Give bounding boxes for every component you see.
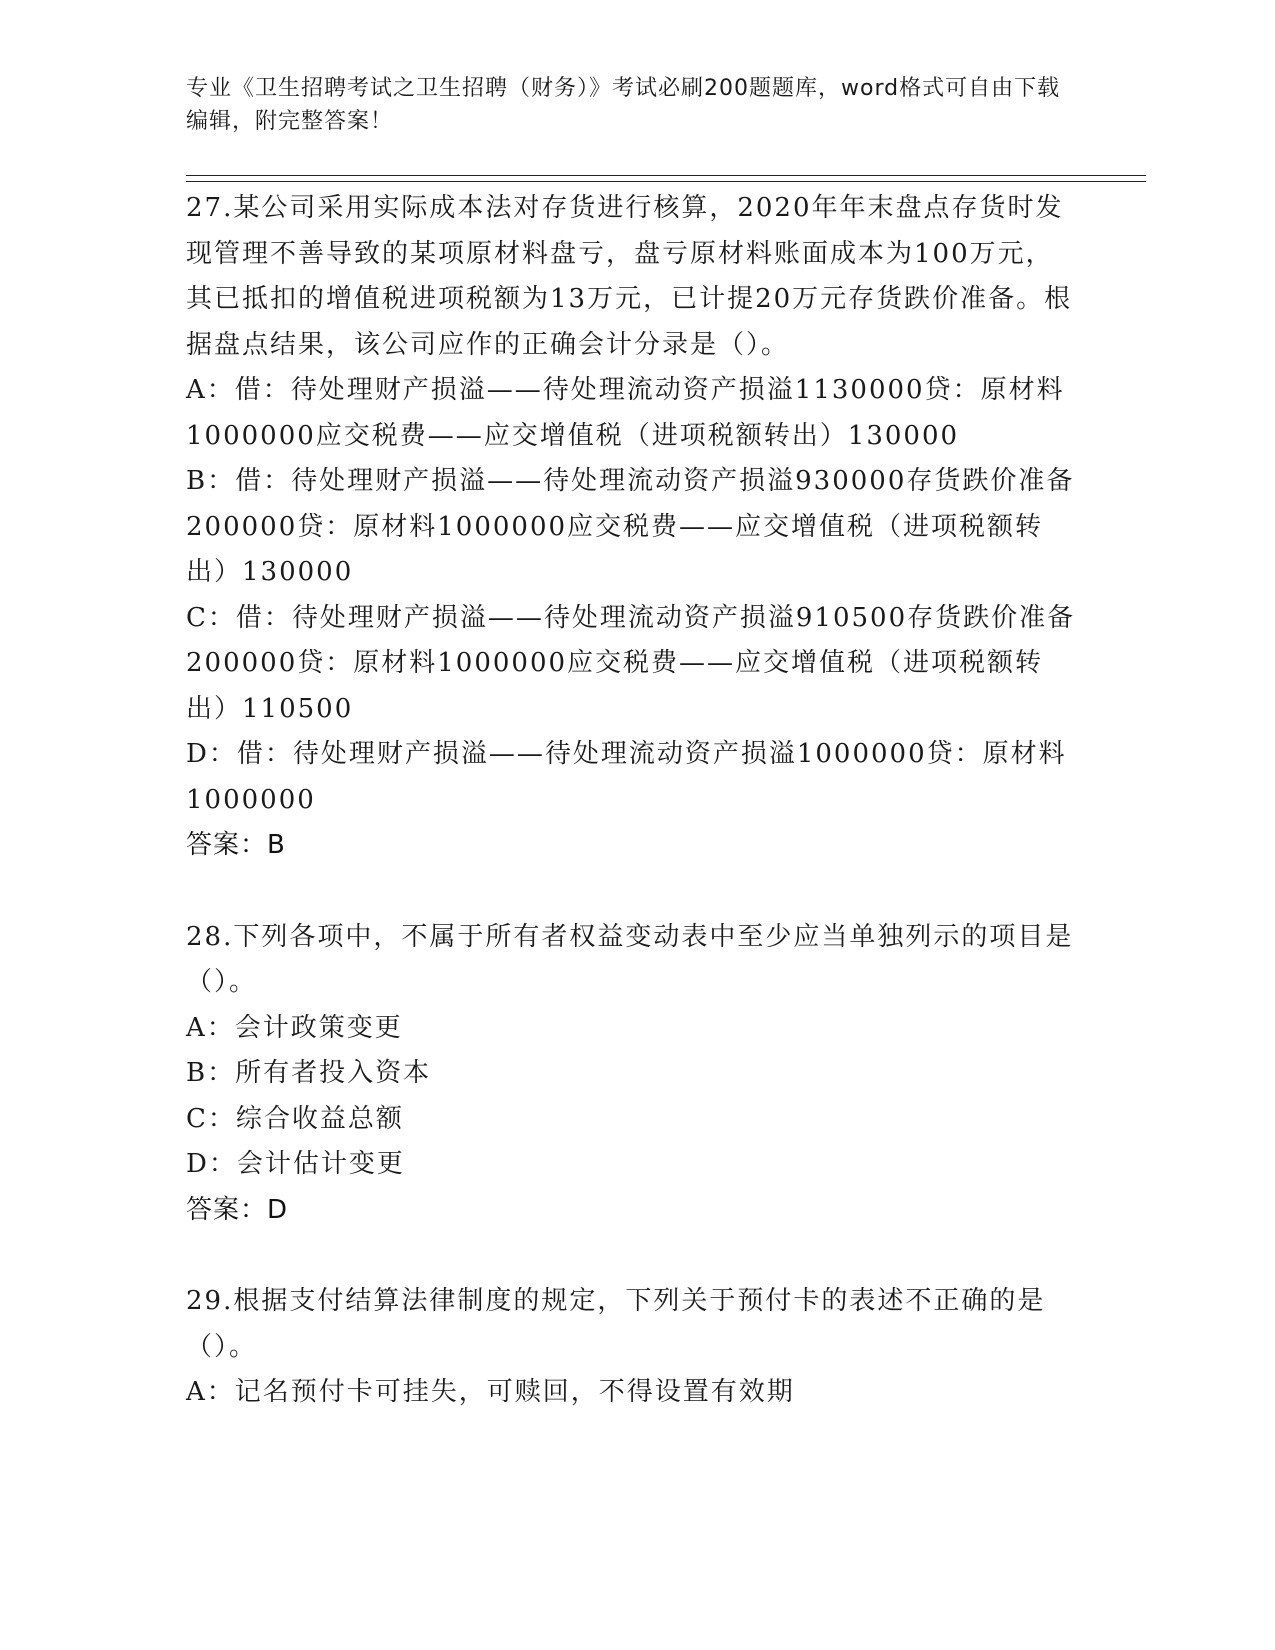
question-stem: 28.下列各项中，不属于所有者权益变动表中至少应当单独列示的项目是（）。 xyxy=(186,921,1074,997)
option-d: D：会计估计变更 xyxy=(186,1149,405,1179)
answer: 答案：B xyxy=(186,830,286,860)
header-rule-top xyxy=(186,175,1146,176)
question-list xyxy=(186,186,1076,1416)
answer: 答案：D xyxy=(186,1194,289,1225)
option-b: B：所有者投入资本 xyxy=(186,1058,432,1088)
question-27 xyxy=(186,186,1076,869)
option-c: C：借：待处理财产损溢——待处理流动资产损溢910500存货跌价准备200000贷：原材料1000000应交税费——应交增值税（进项税额转出）110500 xyxy=(186,602,1076,724)
option-d: D：借：待处理财产损溢——待处理流动资产损溢1000000贷：原材料1000000 xyxy=(186,739,1067,815)
option-b: B：借：待处理财产损溢——待处理流动资产损溢930000存货跌价准备200000贷：原材料1000000应交税费——应交增值税（进项税额转出）130000 xyxy=(186,466,1075,587)
option-a: A：记名预付卡可挂失，可赎回，不得设置有效期 xyxy=(186,1377,795,1407)
spacer xyxy=(186,1233,1076,1279)
option-a: A：借：待处理财产损溢——待处理流动资产损溢1130000贷：原材料1000000应交税费——应交增值税（进项税额转出）130000 xyxy=(186,375,1065,451)
question-stem: 27.某公司采用实际成本法对存货进行核算，2020年年末盘点存货时发现管理不善导致的某项原材料盘亏，盘亏原材料账面成本为100万元，其已抵扣的增值税进项税额为13万元，已计提20万元存货跌价准备。根据盘点结果，该公司应作的正确会计分录是（）。 xyxy=(186,193,1073,360)
page-header: 专业《卫生招聘考试之卫生招聘（财务）》考试必刷200题题库，word格式可自由下载编辑，附完整答案！ xyxy=(186,76,1061,134)
question-stem: 29.根据支付结算法律制度的规定，下列关于预付卡的表述不正确的是（）。 xyxy=(186,1286,1046,1362)
question-28 xyxy=(186,915,1076,1234)
spacer xyxy=(186,869,1076,915)
option-c: C：综合收益总额 xyxy=(186,1103,404,1134)
header-rule-bottom xyxy=(186,181,1146,182)
question-29 xyxy=(186,1279,1076,1416)
option-a: A：会计政策变更 xyxy=(186,1012,403,1043)
